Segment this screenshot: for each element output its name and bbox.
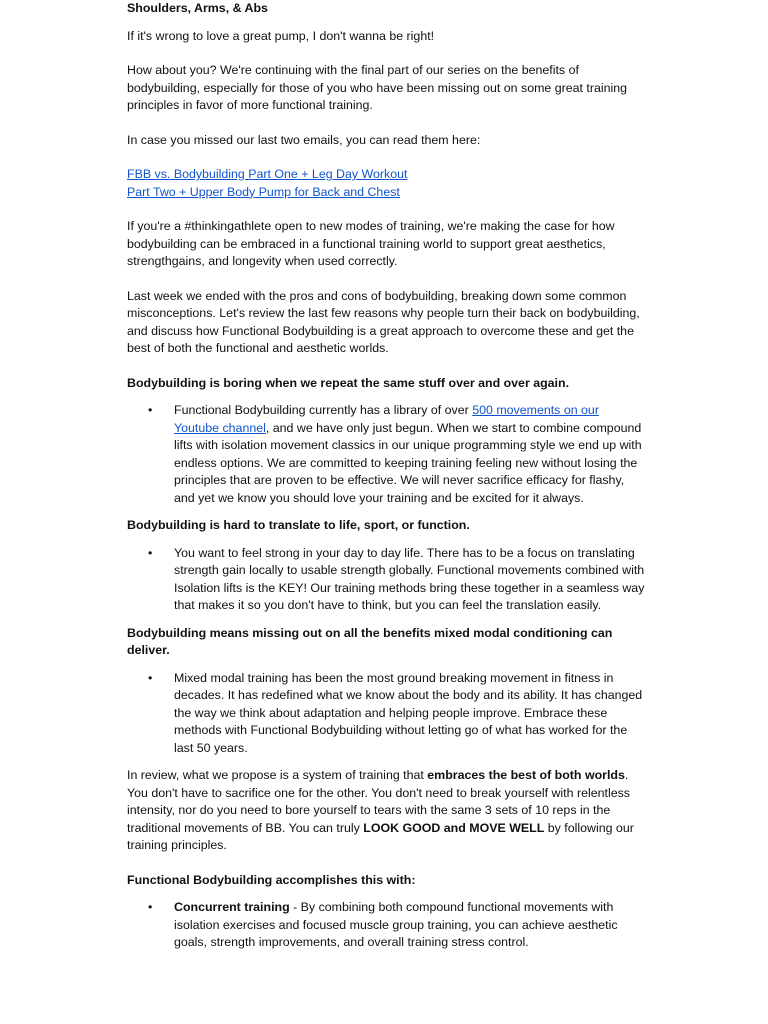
review-part-1: In review, what we propose is a system of training that <box>127 768 428 782</box>
youtube-channel-link[interactable]: 500 movements on our Youtube channel <box>174 403 599 435</box>
tagline: If it's wrong to love a great pump, I don't wanna be right! <box>127 28 435 43</box>
section-2-bullet-text: You want to feel strong in your day to day life. There has to be a focus on translating strength gain locally to usable strength globally. Functional movements combined with Isolation lifts is the KEY! Our training methods bring these together in a seamless way that makes it so you don't have to think, but you can feel the translation easily. <box>174 545 645 612</box>
list-item <box>127 899 647 952</box>
missed-emails-paragraph: In case you missed our last two emails, you can read them here: <box>127 132 481 147</box>
review-part-2: . You don't have to sacrifice one for the other. You don't need to break yourself with relentless intensity, nor do you need to bore yourself to tears with the same 3 sets of 10 reps in the traditional movements of BB. You can truly <box>127 768 630 835</box>
review-part-3: by following our training principles. <box>127 820 634 852</box>
concurrent-training-text: - By combining both compound functional movements with isolation exercises and focused muscle group training, you can achieve aesthetic goals, strength improvements, and overall training stress control. <box>174 900 618 949</box>
list-item <box>127 545 647 615</box>
page-title: Shoulders, Arms, & Abs <box>127 1 268 15</box>
section-1-title: Bodybuilding is boring when we repeat the same stuff over and over again. <box>127 375 570 390</box>
link-part-two[interactable] <box>127 184 647 202</box>
bullet-icon: • <box>148 670 153 685</box>
last-week-paragraph: Last week we ended with the pros and cons of bodybuilding, breaking down some common misconceptions. Let's review the last few reasons why people turn their back on bodybuilding, and discuss how Functional Bodybuilding is a great approach to overcome these and get the best of both the functional and aesthetic worlds. <box>127 288 640 355</box>
link-part-one[interactable] <box>127 166 647 184</box>
bullet-icon: • <box>148 545 153 560</box>
list-item <box>127 402 647 507</box>
concurrent-training-label: Concurrent training <box>174 900 290 914</box>
link-part-two-text[interactable]: Part Two + Upper Body Pump for Back and Chest <box>127 184 400 199</box>
review-bold-2: LOOK GOOD and MOVE WELL <box>363 820 545 835</box>
list-item <box>127 670 647 758</box>
accomplishes-title: Functional Bodybuilding accomplishes this with: <box>127 872 416 887</box>
bullet-icon: • <box>148 403 153 417</box>
section-1-bullet-end: , and we have only just begun. When we start to combine compound lifts with isolation movement classics in our unique programming style we end up with endless options. We are committed to keeping training feeling new without losing the principles that are proven to be effective. We will never sacrifice efficacy for flashy, and yet we know you should love your training and be excited for it always. <box>174 420 642 505</box>
review-paragraph <box>127 767 647 855</box>
email-body <box>127 0 647 952</box>
section-3-bullet-text: Mixed modal training has been the most ground breaking movement in fitness in decades. It has redefined what we know about the body and its ability. It has changed the way we think about adaptation and helping people improve. Embrace these methods with Functional Bodybuilding without letting go of what has worked for the last 50 years. <box>174 670 643 755</box>
bullet-icon: • <box>148 900 153 914</box>
section-3-title: Bodybuilding means missing out on all the benefits mixed modal conditioning can deliver. <box>127 625 613 657</box>
thinking-athlete-paragraph: If you're a #thinkingathlete open to new modes of training, we're making the case for how bodybuilding can be embraced in a functional training world to support great aesthetics, strengthgains, and longevity when used correctly. <box>127 219 615 268</box>
link-part-one-text[interactable]: FBB vs. Bodybuilding Part One + Leg Day Workout <box>127 167 408 181</box>
section-2-title: Bodybuilding is hard to translate to life, sport, or function. <box>127 518 470 532</box>
section-1-bullet-start: Functional Bodybuilding currently has a library of over <box>174 403 473 417</box>
intro-paragraph: How about you? We're continuing with the final part of our series on the benefits of bodybuilding, especially for those of you who have been missing out on some great training principles in favor of more functional training. <box>127 63 628 112</box>
review-bold-1: embraces the best of both worlds <box>427 768 625 782</box>
